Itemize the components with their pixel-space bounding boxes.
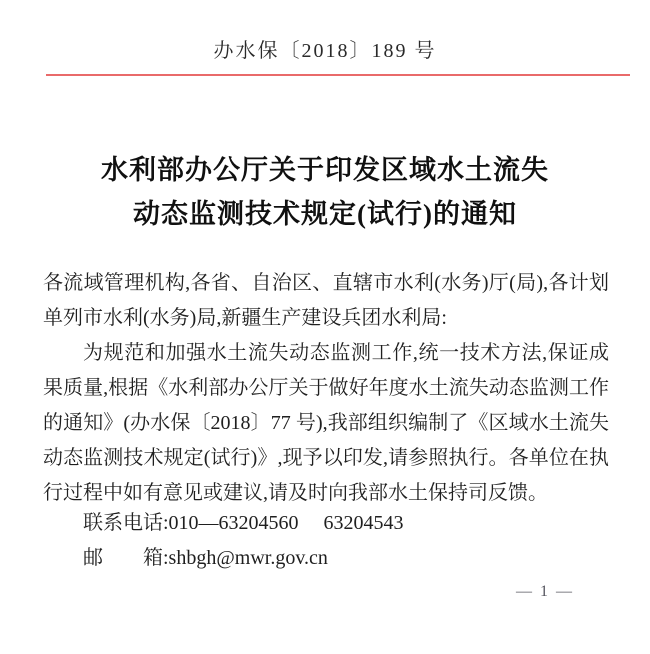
red-separator-line (46, 74, 630, 76)
document-title (0, 148, 650, 236)
recipients-paragraph: 各流域管理机构,各省、自治区、直辖市水利(水务)厅(局),各计划单列市水利(水务)局,新疆生产建设兵团水利局: (43, 272, 609, 329)
contact-email-line: 邮 箱:shbgh@mwr.gov.cn (83, 547, 328, 569)
title-line-1: 水利部办公厅关于印发区域水土流失 (101, 155, 549, 185)
title-line-2: 动态监测技术规定(试行)的通知 (133, 199, 517, 229)
doc-number: 办水保〔2018〕189 号 (213, 40, 437, 62)
document-body (43, 266, 609, 511)
page-number: — 1 — (516, 583, 574, 600)
main-body-paragraph: 为规范和加强水土流失动态监测工作,统一技术方法,保证成果质量,根据《水利部办公厅关于做好年度水土流失动态监测工作的通知》(办水保〔2018〕77 号),我部组织编制了《区域水土流失动态监测技术规定(试行)》,现予以印发,请参照执行。各单位在执行过程中如有意见或建议,请及时向我部水土保持司反馈。 (43, 342, 609, 504)
contact-info (43, 506, 609, 576)
contact-phone-line: 联系电话:010—63204560 63204543 (83, 512, 404, 534)
